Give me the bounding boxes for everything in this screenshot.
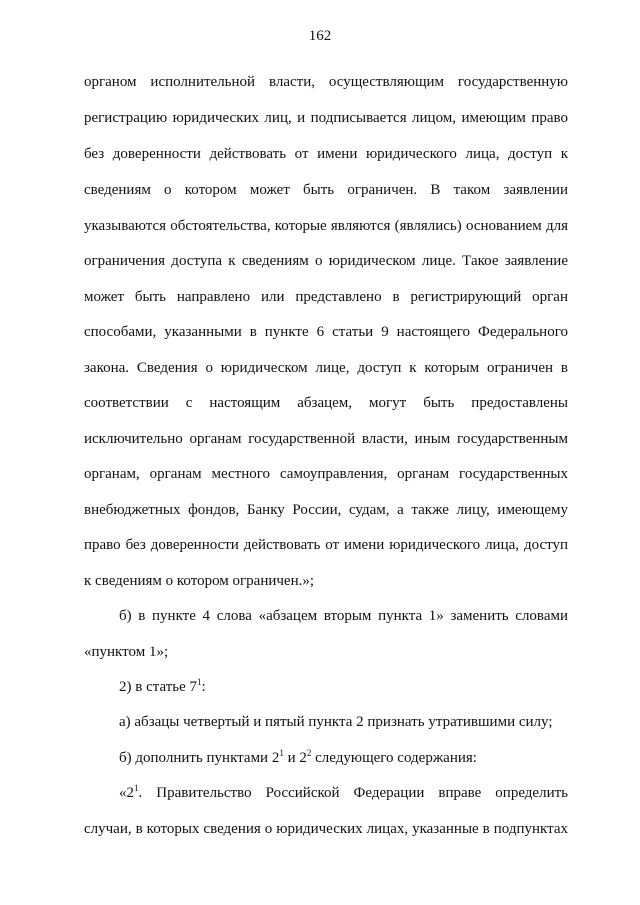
text-line: без доверенности действовать от имени юридического лица, доступ к	[84, 146, 568, 162]
text-line: органам, органам местного самоуправления, органам государственных	[84, 466, 568, 482]
text-fragment: и 2	[283, 750, 307, 766]
superscript: 2	[306, 748, 312, 758]
text-line: регистрацию юридических лиц, и подписывается лицом, имеющим право	[84, 110, 568, 126]
text-line: внебюджетных фондов, Банку России, судам, а также лицу, имеющему	[84, 502, 568, 518]
text-fragment: следующего содержания:	[311, 750, 477, 766]
text-line: органом исполнительной власти, осуществляющим государственную	[84, 74, 568, 90]
text-line	[119, 677, 568, 697]
text-line: б) в пункте 4 слова «абзацем вторым пункта 1» заменить словами	[119, 608, 568, 624]
text-line: а) абзацы четвертый и пятый пункта 2 признать утратившими силу;	[119, 714, 553, 730]
text-line	[119, 748, 568, 768]
text-fragment: б) дополнить пунктами 2	[119, 750, 280, 766]
text-fragment: . Правительство Российской Федерации вправе определить	[138, 785, 568, 801]
text-fragment: :	[201, 679, 206, 695]
text-line: случаи, в которых сведения о юридических лицах, указанные в подпунктах	[84, 821, 568, 837]
text-line: сведениям о котором может быть ограничен. В таком заявлении	[84, 182, 568, 198]
text-fragment: 2) в статье 7	[119, 679, 198, 695]
page-number: 162	[308, 28, 332, 44]
superscript: 1	[134, 783, 139, 793]
text-line: может быть направлено или представлено в регистрирующий орган	[84, 289, 568, 305]
text-line: указываются обстоятельства, которые являются (являлись) основанием для	[84, 218, 568, 234]
text-line: ограничения доступа к сведениям о юридическом лице. Такое заявление	[84, 253, 568, 269]
text-fragment: «2	[119, 785, 134, 801]
text-line	[119, 783, 568, 803]
text-line: соответствии с настоящим абзацем, могут быть предоставлены	[84, 395, 568, 411]
text-line: право без доверенности действовать от имени юридического лица, доступ	[84, 537, 568, 553]
text-line: закона. Сведения о юридическом лице, доступ к которым ограничен в	[84, 360, 568, 376]
superscript: 1	[279, 748, 284, 758]
text-line: исключительно органам государственной власти, иным государственным	[84, 431, 568, 447]
text-line: к сведениям о котором ограничен.»;	[84, 573, 315, 589]
text-line: «пунктом 1»;	[84, 644, 169, 660]
text-line: способами, указанными в пункте 6 статьи 9 настоящего Федерального	[84, 324, 568, 340]
superscript: 1	[197, 677, 202, 687]
